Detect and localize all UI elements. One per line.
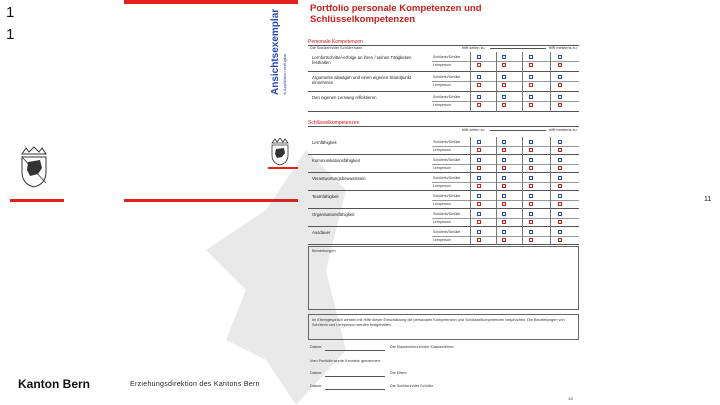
rater-teacher-label: Lehrperson xyxy=(433,220,451,224)
rater-student-label: Schülerin/Schüler xyxy=(433,230,461,234)
date-label-2: Datum: xyxy=(310,371,323,375)
personal-item-student-checkbox[interactable] xyxy=(529,75,533,79)
personal-item-student-checkbox[interactable] xyxy=(477,95,481,99)
date-line-2[interactable] xyxy=(325,376,385,377)
key-item-teacher-checkbox[interactable] xyxy=(529,184,533,188)
document-title: Portfolio personale Kompetenzen und Schlüsselkompetenzen xyxy=(310,3,482,25)
personal-item-teacher-checkbox[interactable] xyxy=(502,83,506,87)
key-item-student-checkbox[interactable] xyxy=(502,158,506,162)
scale-left-label-2: trifft selten zu xyxy=(462,128,485,132)
personal-item-student-checkbox[interactable] xyxy=(502,75,506,79)
bern-coat-of-arms-icon xyxy=(20,146,48,188)
personal-item-student-checkbox[interactable] xyxy=(477,55,481,59)
rater-teacher-label: Lehrperson xyxy=(433,238,451,242)
teacher-sign-label: Die Klassenlehrerin/der Klassenlehrer xyxy=(390,345,454,349)
personal-item-teacher-checkbox[interactable] xyxy=(529,103,533,107)
personal-item-divider xyxy=(308,111,579,112)
key-item-subdivider xyxy=(432,218,579,219)
personal-item-teacher-checkbox[interactable] xyxy=(477,63,481,67)
doc-red-mark xyxy=(268,167,298,169)
key-item-student-checkbox[interactable] xyxy=(502,140,506,144)
key-item-teacher-checkbox[interactable] xyxy=(558,148,562,152)
key-item-label: Ausdauer xyxy=(312,230,331,235)
key-item-student-checkbox[interactable] xyxy=(502,212,506,216)
doc-shield-icon xyxy=(270,138,290,166)
personal-item-student-checkbox[interactable] xyxy=(502,55,506,59)
key-item-label: Kommunikationsfähigkeit xyxy=(312,158,360,163)
key-item-teacher-checkbox[interactable] xyxy=(502,220,506,224)
personal-item-subdivider xyxy=(432,61,579,62)
key-item-divider xyxy=(308,244,579,245)
personal-item-teacher-checkbox[interactable] xyxy=(529,63,533,67)
key-item-label: Teamfähigkeit xyxy=(312,194,339,199)
key-item-student-checkbox[interactable] xyxy=(558,176,562,180)
key-item-student-checkbox[interactable] xyxy=(529,176,533,180)
rater-student-label: Schülerin/Schüler xyxy=(433,158,461,162)
personal-item-student-checkbox[interactable] xyxy=(529,55,533,59)
section-key-heading: Schlüsselkompetenzen xyxy=(308,120,360,126)
key-item-student-checkbox[interactable] xyxy=(477,176,481,180)
key-item-teacher-checkbox[interactable] xyxy=(558,184,562,188)
scale-arrow-2 xyxy=(490,130,546,131)
scale-right-label-2: trifft meistens zu xyxy=(549,128,577,132)
key-item-teacher-checkbox[interactable] xyxy=(502,202,506,206)
key-item-label: Verantwortungsbewusstsein xyxy=(312,176,366,181)
personal-item-divider xyxy=(308,71,579,72)
personal-item-label: Lernfortschritte/-erfolge an ihren / seinen Tätigkeiten festhalten xyxy=(312,55,412,65)
rater-student-label: Schülerin/Schüler xyxy=(433,75,461,79)
rater-student-label: Schülerin/Schüler xyxy=(433,176,461,180)
key-item-teacher-checkbox[interactable] xyxy=(477,220,481,224)
key-item-divider xyxy=(308,154,579,155)
key-item-subdivider xyxy=(432,164,579,165)
remarks-label: Bemerkungen xyxy=(312,249,336,253)
key-item-subdivider xyxy=(432,236,579,237)
rater-teacher-label: Lehrperson xyxy=(433,103,451,107)
personal-item-teacher-checkbox[interactable] xyxy=(558,83,562,87)
personal-item-column-line xyxy=(522,52,523,112)
personal-item-teacher-checkbox[interactable] xyxy=(558,63,562,67)
personal-item-student-checkbox[interactable] xyxy=(558,55,562,59)
key-item-teacher-checkbox[interactable] xyxy=(477,238,481,242)
rater-teacher-label: Lehrperson xyxy=(433,202,451,206)
key-item-teacher-checkbox[interactable] xyxy=(529,166,533,170)
intro-text: Die Schülerin/der Schüler kann xyxy=(310,46,363,50)
key-item-student-checkbox[interactable] xyxy=(558,140,562,144)
rater-teacher-label: Lehrperson xyxy=(433,83,451,87)
key-item-divider xyxy=(308,226,579,227)
key-item-student-checkbox[interactable] xyxy=(558,212,562,216)
personal-item-teacher-checkbox[interactable] xyxy=(477,83,481,87)
key-item-student-checkbox[interactable] xyxy=(477,140,481,144)
rater-student-label: Schülerin/Schüler xyxy=(433,55,461,59)
personal-item-divider xyxy=(308,91,579,92)
student-sign-label: Die Schülerin/der Schüler xyxy=(390,384,434,388)
key-item-teacher-checkbox[interactable] xyxy=(558,166,562,170)
key-item-student-checkbox[interactable] xyxy=(502,194,506,198)
key-item-student-checkbox[interactable] xyxy=(477,212,481,216)
key-item-student-checkbox[interactable] xyxy=(529,140,533,144)
doc-page-number: 1/2 xyxy=(568,397,574,401)
key-item-teacher-checkbox[interactable] xyxy=(502,166,506,170)
key-item-student-checkbox[interactable] xyxy=(529,158,533,162)
key-item-student-checkbox[interactable] xyxy=(529,194,533,198)
key-item-label: Lernfähigkeit xyxy=(312,140,337,145)
rater-student-label: Schülerin/Schüler xyxy=(433,212,461,216)
personal-item-teacher-checkbox[interactable] xyxy=(477,103,481,107)
personal-item-teacher-checkbox[interactable] xyxy=(502,63,506,67)
personal-item-column-line xyxy=(496,52,497,112)
key-item-divider xyxy=(308,172,579,173)
date-label-3: Datum: xyxy=(310,384,323,388)
key-item-column-line xyxy=(550,137,551,245)
key-item-student-checkbox[interactable] xyxy=(477,194,481,198)
key-item-teacher-checkbox[interactable] xyxy=(477,184,481,188)
key-item-column-line xyxy=(470,137,471,245)
remarks-box[interactable] xyxy=(308,246,579,310)
section-personal-heading: Personale Kompetenzen xyxy=(308,39,363,45)
personal-item-subdivider xyxy=(432,101,579,102)
key-item-teacher-checkbox[interactable] xyxy=(558,238,562,242)
acknowledged-label: Vom Portfolio wurde Kenntnis genommen: xyxy=(310,359,381,363)
personal-item-teacher-checkbox[interactable] xyxy=(502,103,506,107)
rater-student-label: Schülerin/Schüler xyxy=(433,95,461,99)
rater-student-label: Schülerin/Schüler xyxy=(433,140,461,144)
key-item-teacher-checkbox[interactable] xyxy=(529,148,533,152)
personal-item-student-checkbox[interactable] xyxy=(558,95,562,99)
personal-item-subdivider xyxy=(432,81,579,82)
personal-item-student-checkbox[interactable] xyxy=(529,95,533,99)
key-item-student-checkbox[interactable] xyxy=(558,194,562,198)
personal-item-column-line xyxy=(470,52,471,112)
slide-number-bottom: 1 xyxy=(6,26,15,43)
footer-org: Kanton Bern xyxy=(18,377,90,391)
key-item-student-checkbox[interactable] xyxy=(558,158,562,162)
key-item-teacher-checkbox[interactable] xyxy=(529,238,533,242)
key-item-subdivider xyxy=(432,182,579,183)
side-watermark: Ansichtsexemplar in Applikation verfügbar xyxy=(270,8,287,95)
key-item-teacher-checkbox[interactable] xyxy=(558,202,562,206)
key-item-divider xyxy=(308,208,579,209)
scale-arrow xyxy=(490,48,546,49)
key-item-divider xyxy=(308,190,579,191)
date-line-1[interactable] xyxy=(325,350,385,351)
rater-teacher-label: Lehrperson xyxy=(433,63,451,67)
page-number: 11 xyxy=(704,196,712,203)
personal-item-label: Argumente abwägen und einen eigenen Standpunkt einnehmen xyxy=(312,75,412,85)
key-item-column-line xyxy=(496,137,497,245)
key-item-student-checkbox[interactable] xyxy=(477,230,481,234)
left-red-bar xyxy=(10,199,64,202)
key-item-student-checkbox[interactable] xyxy=(502,176,506,180)
key-item-teacher-checkbox[interactable] xyxy=(502,148,506,152)
personal-item-student-checkbox[interactable] xyxy=(477,75,481,79)
personal-item-student-checkbox[interactable] xyxy=(558,75,562,79)
personal-item-label: Den eigenen Lernweg reflektieren xyxy=(312,95,377,100)
key-item-label: Organisationsfähigkeit xyxy=(312,212,355,217)
key-item-student-checkbox[interactable] xyxy=(529,212,533,216)
rater-teacher-label: Lehrperson xyxy=(433,148,451,152)
footer-department: Erziehungsdirektion des Kantons Bern xyxy=(130,381,260,388)
key-item-teacher-checkbox[interactable] xyxy=(558,220,562,224)
key-item-student-checkbox[interactable] xyxy=(529,230,533,234)
key-item-student-checkbox[interactable] xyxy=(477,158,481,162)
key-item-teacher-checkbox[interactable] xyxy=(477,202,481,206)
key-item-subdivider xyxy=(432,200,579,201)
scale-right-label: trifft meistens zu xyxy=(549,46,577,50)
key-item-student-checkbox[interactable] xyxy=(558,230,562,234)
key-item-column-line xyxy=(522,137,523,245)
parents-sign-label: Die Eltern xyxy=(390,371,407,375)
personal-item-teacher-checkbox[interactable] xyxy=(558,103,562,107)
key-item-teacher-checkbox[interactable] xyxy=(529,220,533,224)
key-item-teacher-checkbox[interactable] xyxy=(529,202,533,206)
date-label-1: Datum: xyxy=(310,345,323,349)
key-item-student-checkbox[interactable] xyxy=(502,230,506,234)
personal-item-column-line xyxy=(550,52,551,112)
rater-student-label: Schülerin/Schüler xyxy=(433,194,461,198)
slide-number-top: 1 xyxy=(6,4,15,21)
date-line-3[interactable] xyxy=(325,389,385,390)
scale-left-label: trifft selten zu xyxy=(462,46,485,50)
key-item-teacher-checkbox[interactable] xyxy=(477,148,481,152)
notice-text: Im Elterngespräch werden mit Hilfe dieser Einschätzung die personalen Kompetenzen und Schlüsselkompetenzen besprochen. Die Beurteilungen von Schülerin und Lehrperson werden festgehalten. xyxy=(312,318,565,327)
key-item-subdivider xyxy=(432,146,579,147)
personal-item-teacher-checkbox[interactable] xyxy=(529,83,533,87)
rater-teacher-label: Lehrperson xyxy=(433,184,451,188)
key-item-teacher-checkbox[interactable] xyxy=(502,238,506,242)
key-item-teacher-checkbox[interactable] xyxy=(502,184,506,188)
personal-item-student-checkbox[interactable] xyxy=(502,95,506,99)
rater-teacher-label: Lehrperson xyxy=(433,166,451,170)
key-item-teacher-checkbox[interactable] xyxy=(477,166,481,170)
notice-box xyxy=(308,314,579,340)
